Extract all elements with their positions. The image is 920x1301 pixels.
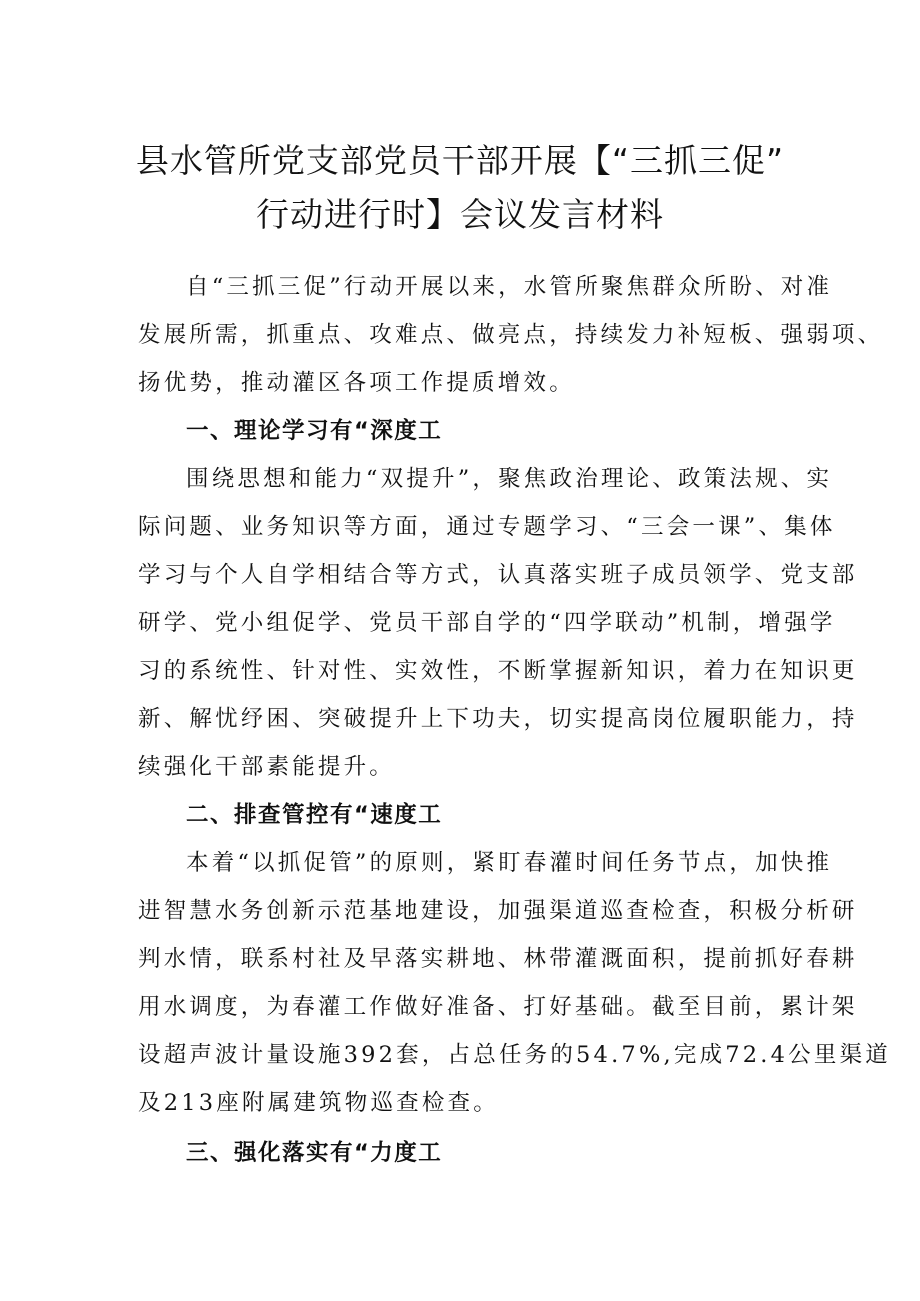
section-2-line-5: 设超声波计量设施392套，占总任务的54.7%,完成72.4公里渠道 (138, 1042, 891, 1068)
intro-line-2: 发展所需，抓重点、攻难点、做亮点，持续发力补短板、强弱项、 (138, 322, 884, 348)
section-1-line-5: 习的系统性、针对性、实效性，不断掌握新知识，着力在知识更 (138, 658, 858, 684)
section-2-heading: 二、排查管控有“速度工 (186, 802, 443, 828)
section-2-line-2: 进智慧水务创新示范基地建设，加强渠道巡查检查，积极分析研 (138, 898, 858, 924)
section-2-line-4: 用水调度，为春灌工作做好准备、打好基础。截至目前，累计架 (138, 994, 858, 1020)
section-1-line-1: 围绕思想和能力“双提升”，聚焦政治理论、政策法规、实 (186, 466, 833, 492)
section-3-heading: 三、强化落实有“力度工 (186, 1140, 443, 1166)
section-1-heading: 一、理论学习有“深度工 (186, 418, 443, 444)
intro-line-1: 自“三抓三促”行动开展以来，水管所聚焦群众所盼、对准 (186, 274, 833, 300)
section-2-line-3: 判水情，联系村社及早落实耕地、林带灌溉面积，提前抓好春耕 (138, 946, 858, 972)
section-2-line-6: 及213座附属建筑物巡查检查。 (138, 1090, 499, 1116)
section-1-line-3: 学习与个人自学相结合等方式，认真落实班子成员领学、党支部 (138, 562, 858, 588)
section-1-line-4: 研学、党小组促学、党员干部自学的“四学联动”机制，增强学 (138, 610, 836, 636)
document-title-line-1: 县水管所党支部党员干部开展【“三抓三促” (135, 141, 785, 180)
document-title-line-2: 行动进行时】会议发言材料 (256, 195, 664, 234)
section-2-line-1: 本着“以抓促管”的原则，紧盯春灌时间任务节点，加快推 (186, 850, 833, 876)
intro-line-3: 扬优势，推动灌区各项工作提质增效。 (138, 370, 575, 396)
section-1-line-2: 际问题、业务知识等方面，通过专题学习、“三会一课”、集体 (138, 514, 836, 540)
section-1-line-6: 新、解忧纾困、突破提升上下功夫，切实提高岗位履职能力，持 (138, 706, 858, 732)
section-1-line-7: 续强化干部素能提升。 (138, 754, 396, 780)
